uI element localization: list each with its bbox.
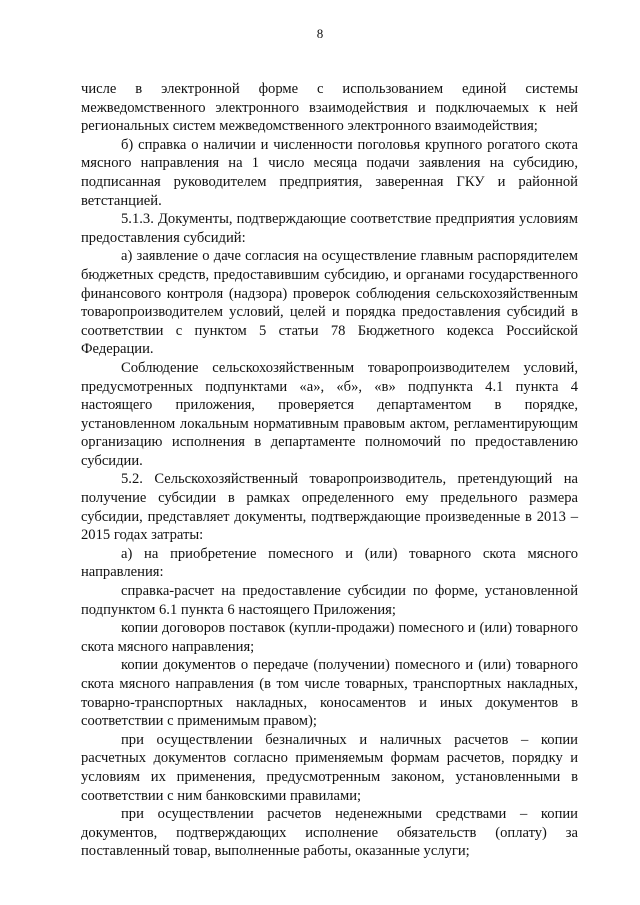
paragraph-contracts: копии договоров поставок (купли-продажи) помесного и (или) товарного скота мясного направления; xyxy=(81,620,578,655)
paragraph-calculation: справка-расчет на предоставление субсидии по форме, установленной подпунктом 6.1 пункта 6 настоящего Приложения; xyxy=(81,583,578,618)
paragraph-cash-payments: при осуществлении безналичных и наличных расчетов – копии расчетных документов согласно применяемым формам расчетов, порядку и условиям их применения, предусмотренным законом, установленными в соответствии с ним банковскими правилами; xyxy=(81,731,578,804)
paragraph-continuation: числе в электронной форме с использованием единой системы межведомственного электронного взаимодействия и подключаемых к ней региональных систем межведомственного электронного взаимодействия; xyxy=(81,81,578,135)
paragraph-non-cash-payments: при осуществлении расчетов неденежными средствами – копии документов, подтверждающих исполнение обязательств (оплату) за поставленный товар, выполненные работы, оказанные услуги; xyxy=(81,806,578,860)
paragraph-b-herd-certificate: б) справка о наличии и численности поголовья крупного рогатого скота мясного направления на 1 число месяца подачи заявления на субсидию, подписанная руководителем предприятия, заверенная ГКУ и районной ветстанцией. xyxy=(81,136,578,209)
paragraph-a-consent: а) заявление о даче согласия на осуществление главным распорядителем бюджетных средств, предоставившим субсидию, и органами государственного финансового контроля (надзора) проверок соблюдения сельскохозяйственным товаропроизводителем условий, целей и порядка предоставления субсидий в соответствии с пунктом 5 статьи 78 Бюджетного кодекса Российской Федерации. xyxy=(81,248,578,358)
paragraph-5-1-3: 5.1.3. Документы, подтверждающие соответствие предприятия условиям предоставления субсидий: xyxy=(81,211,578,246)
paragraph-transfer-docs: копии документов о передаче (получении) помесного и (или) товарного скота мясного направления (в том числе товарных, транспортных накладных, товарно-транспортных накладных, коносаментов и иных документов в соответствии с применимым правом); xyxy=(81,657,578,730)
paragraph-compliance: Соблюдение сельскохозяйственным товаропроизводителем условий, предусмотренных подпунктами «а», «б», «в» подпункта 4.1 пункта 4 настоящего приложения, проверяется департаментом в порядке, установленном локальным нормативным правовым актом, регламентирующим организацию исполнения в департаменте полномочий по предоставлению субсидии. xyxy=(81,359,578,469)
paragraph-5-2: 5.2. Сельскохозяйственный товаропроизводитель, претендующий на получение субсидии в рамках определенного ему предельного размера субсидии, представляет документы, подтверждающие произведенные в 2013 – 2015 годах затраты: xyxy=(81,471,578,544)
paragraph-a-purchase: а) на приобретение помесного и (или) товарного скота мясного направления: xyxy=(81,545,578,581)
page-number: 8 xyxy=(316,26,324,41)
document-body xyxy=(81,80,578,861)
